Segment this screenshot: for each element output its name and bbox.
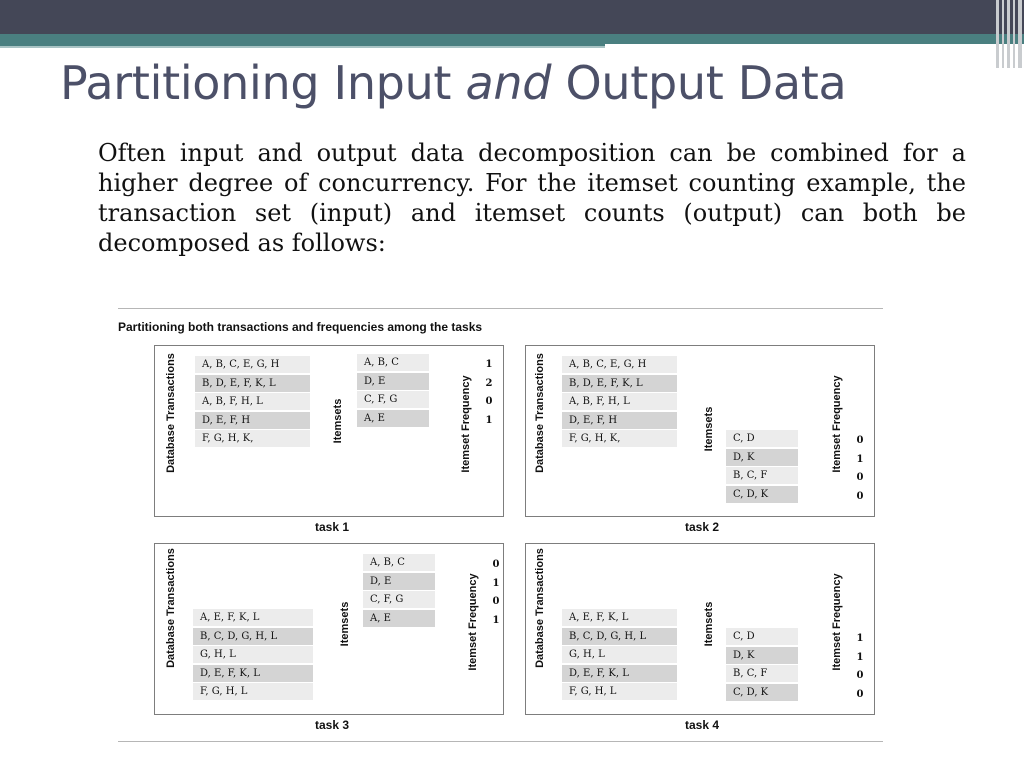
task-1-itemsets — [357, 354, 429, 428]
transaction-row: F, G, H, K, — [562, 430, 677, 447]
task-3-frequencies — [489, 556, 503, 630]
figure-top-rule — [118, 308, 883, 309]
transaction-row: G, H, L — [562, 646, 677, 663]
itemset-row: A, B, C — [357, 354, 429, 371]
transaction-row: D, E, F, H — [195, 412, 310, 429]
task-3-frequency-axis-label: Itemset Frequency — [467, 573, 479, 671]
task-2-panel — [525, 345, 875, 517]
body-paragraph: Often input and output data decomposition can be combined for a higher degree of concurrency. For the itemset counting example, the transaction set (input) and itemset counts (output) can both be decomposed as follows: — [98, 139, 966, 257]
task-2-transactions — [562, 356, 677, 449]
header-stripes — [994, 0, 1024, 68]
task-2-itemsets — [726, 430, 798, 504]
frequency-value: 1 — [856, 633, 864, 644]
transaction-row: D, E, F, K, L — [193, 665, 313, 682]
transaction-row: G, H, L — [193, 646, 313, 663]
itemset-row: C, D, K — [726, 486, 798, 503]
frequency-value: 0 — [492, 559, 500, 570]
frequency-value: 0 — [485, 396, 493, 407]
itemset-row: C, D — [726, 628, 798, 645]
itemset-row: A, E — [357, 410, 429, 427]
header-band — [0, 0, 1024, 34]
task-4-label: task 4 — [684, 718, 720, 732]
itemset-row: C, F, G — [357, 391, 429, 408]
transaction-row: A, B, C, E, G, H — [562, 356, 677, 373]
task-3-transactions-axis-label: Database Transactions — [165, 548, 177, 668]
frequency-value: 0 — [856, 490, 864, 502]
transaction-row: F, G, H, L — [193, 683, 313, 700]
task-3-itemsets-axis-label: Itemsets — [339, 601, 351, 647]
task-1-label: task 1 — [314, 520, 350, 534]
task-4-transactions-axis-label: Database Transactions — [534, 548, 546, 668]
task-2-frequencies — [853, 432, 867, 506]
transaction-row: D, E, F, H — [562, 412, 677, 429]
frequency-value: 0 — [856, 688, 864, 700]
task-1-frequency-axis-label: Itemset Frequency — [460, 375, 472, 473]
transaction-row: D, E, F, K, L — [562, 665, 677, 682]
title-part-2: Output Data — [551, 56, 847, 110]
transaction-row: A, B, C, E, G, H — [195, 356, 310, 373]
task-1-panel — [154, 345, 504, 517]
itemset-row: A, B, C — [363, 554, 435, 571]
transaction-row: B, D, E, F, K, L — [562, 375, 677, 392]
figure-caption: Partitioning both transactions and frequencies among the tasks — [118, 320, 483, 334]
frequency-value: 1 — [485, 359, 493, 370]
task-3-transactions — [193, 609, 313, 702]
task-1-itemsets-axis-label: Itemsets — [332, 398, 344, 444]
frequency-value: 1 — [492, 577, 500, 589]
transaction-row: A, E, F, K, L — [562, 609, 677, 626]
frequency-value: 0 — [492, 596, 500, 607]
itemset-row: C, D, K — [726, 684, 798, 701]
transaction-row: A, E, F, K, L — [193, 609, 313, 626]
transaction-row: F, G, H, K, — [195, 430, 310, 447]
title-italic: and — [465, 56, 552, 110]
task-4-transactions — [562, 609, 677, 702]
itemset-row: D, E — [363, 573, 435, 590]
itemset-row: C, D — [726, 430, 798, 447]
slide-title — [60, 56, 846, 110]
itemset-row: A, E — [363, 610, 435, 627]
transaction-row: F, G, H, L — [562, 683, 677, 700]
task-1-transactions — [195, 356, 310, 449]
transaction-row: A, B, F, H, L — [195, 393, 310, 410]
task-3-label: task 3 — [314, 718, 350, 732]
transaction-row: B, C, D, G, H, L — [193, 628, 313, 645]
task-2-frequency-axis-label: Itemset Frequency — [831, 375, 843, 473]
itemset-row: D, K — [726, 449, 798, 466]
frequency-value: 1 — [492, 614, 500, 626]
task-3-panel — [154, 543, 504, 715]
frequency-value: 2 — [485, 377, 493, 389]
transaction-row: B, C, D, G, H, L — [562, 628, 677, 645]
figure-bottom-rule — [118, 741, 883, 742]
title-part-1: Partitioning Input — [60, 56, 466, 110]
itemset-row: B, C, F — [726, 665, 798, 682]
frequency-value: 1 — [856, 453, 864, 465]
frequency-value: 0 — [856, 670, 864, 681]
task-3-itemsets — [363, 554, 435, 628]
task-1-frequencies — [482, 356, 496, 430]
itemset-row: D, K — [726, 647, 798, 664]
task-2-label: task 2 — [684, 520, 720, 534]
task-2-transactions-axis-label: Database Transactions — [534, 353, 546, 473]
transaction-row: B, D, E, F, K, L — [195, 375, 310, 392]
itemset-row: D, E — [357, 373, 429, 390]
transaction-row: A, B, F, H, L — [562, 393, 677, 410]
task-1-transactions-axis-label: Database Transactions — [165, 353, 177, 473]
task-4-itemsets — [726, 628, 798, 702]
frequency-value: 0 — [856, 472, 864, 483]
task-4-frequencies — [853, 630, 867, 704]
task-4-itemsets-axis-label: Itemsets — [703, 601, 715, 647]
task-4-frequency-axis-label: Itemset Frequency — [831, 573, 843, 671]
frequency-value: 1 — [856, 651, 864, 663]
itemset-row: B, C, F — [726, 467, 798, 484]
task-4-panel — [525, 543, 875, 715]
task-2-itemsets-axis-label: Itemsets — [703, 406, 715, 452]
frequency-value: 0 — [856, 435, 864, 446]
header-accent-highlight — [0, 46, 605, 48]
frequency-value: 1 — [485, 414, 493, 426]
itemset-row: C, F, G — [363, 591, 435, 608]
header-accent-highlight-right — [605, 44, 1024, 48]
